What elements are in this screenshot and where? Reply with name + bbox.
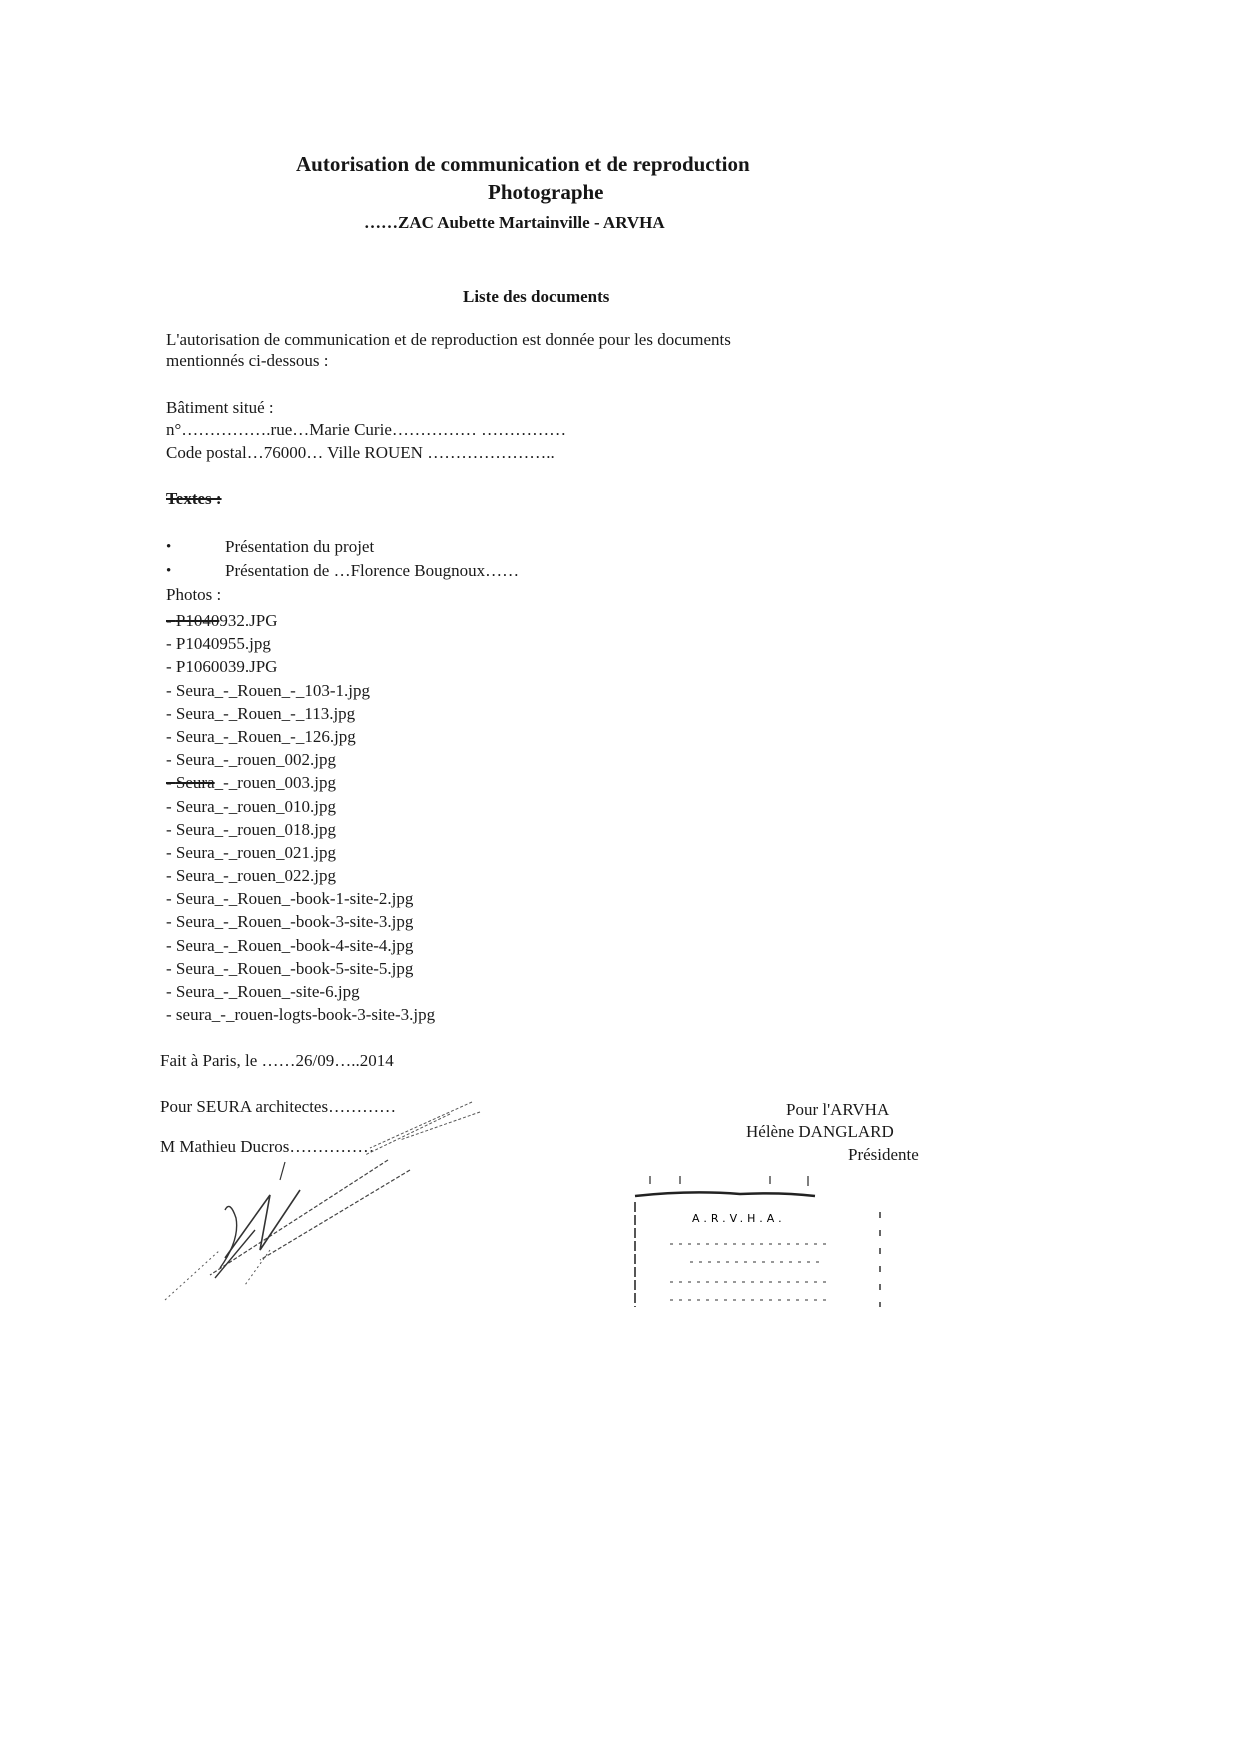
photo-list-item bbox=[166, 864, 435, 887]
photo-list-item bbox=[166, 679, 435, 702]
photo-filename: - P1040955.jpg bbox=[166, 634, 271, 654]
photo-filename: - Seura_-_Rouen_-_103-1.jpg bbox=[166, 680, 370, 700]
address-line: n°…………….rue…Marie Curie…………… …………… bbox=[166, 420, 567, 439]
intro-line-2: mentionnés ci-dessous : bbox=[166, 351, 329, 370]
photo-list-item bbox=[166, 818, 435, 841]
photo-list-item bbox=[166, 841, 435, 864]
photo-list-item bbox=[166, 748, 435, 771]
photo-list-item bbox=[166, 795, 435, 818]
photo-filename: - Seura_-_Rouen_-book-5-site-5.jpg bbox=[166, 958, 414, 978]
left-signatory-name: M Mathieu Ducros…………… bbox=[160, 1137, 375, 1156]
photo-list-item bbox=[166, 771, 435, 794]
texts-item: Présentation de …Florence Bougnoux…… bbox=[225, 561, 520, 580]
photo-filename: - P1060039.JPG bbox=[166, 657, 278, 677]
photo-filename: 932.JPG bbox=[219, 611, 278, 630]
photo-list-item bbox=[166, 702, 435, 725]
photo-filename: - Seura_-_rouen_010.jpg bbox=[166, 796, 336, 816]
signature-scribble bbox=[150, 1100, 490, 1310]
photo-filename: - Seura_-_rouen_022.jpg bbox=[166, 866, 336, 886]
photo-filename: - Seura_-_Rouen_-book-4-site-4.jpg bbox=[166, 935, 414, 955]
photo-list-item bbox=[166, 934, 435, 957]
texts-heading: Textes : bbox=[166, 489, 222, 508]
photo-prefix: - bbox=[166, 611, 176, 630]
photo-list bbox=[166, 609, 435, 1026]
organization-stamp bbox=[630, 1172, 890, 1312]
building-label: Bâtiment situé : bbox=[166, 398, 274, 417]
photo-list-item bbox=[166, 887, 435, 910]
photo-filename: - Seura_-_Rouen_-site-6.jpg bbox=[166, 982, 360, 1001]
document-title: Autorisation de communication et de reproduction bbox=[296, 152, 750, 176]
photo-list-item bbox=[166, 1003, 435, 1026]
right-signatory-org: Pour l'ARVHA bbox=[786, 1100, 890, 1119]
photo-filename: - Seura_-_Rouen_-_113.jpg bbox=[166, 703, 356, 723]
left-signatory-org: Pour SEURA architectes………… bbox=[160, 1097, 397, 1116]
section-title: Liste des documents bbox=[463, 287, 610, 306]
photo-filename: - Seura_-_rouen_002.jpg bbox=[166, 750, 336, 770]
photos-label: Photos : bbox=[166, 585, 222, 604]
photo-list-item bbox=[166, 725, 435, 748]
date-line: Fait à Paris, le ……26/09…..2014 bbox=[160, 1051, 394, 1070]
texts-item: Présentation du projet bbox=[225, 537, 375, 556]
right-signatory-name: Hélène DANGLARD bbox=[746, 1122, 894, 1141]
photo-filename: _-_rouen_003.jpg bbox=[214, 773, 336, 793]
photo-filename: - Seura_-_Rouen_-book-3-site-3.jpg bbox=[166, 912, 414, 932]
photo-list-item bbox=[166, 632, 435, 655]
photo-filename: - Seura_-_rouen_021.jpg bbox=[166, 842, 336, 862]
right-signatory-role: Présidente bbox=[848, 1145, 919, 1164]
photo-prefix: - bbox=[166, 773, 176, 793]
photo-filename: - seura_-_rouen-logts-book-3-site-3.jpg bbox=[166, 1005, 436, 1025]
project-line: ……ZAC Aubette Martainville - ARVHA bbox=[364, 213, 665, 232]
photo-list-item bbox=[166, 609, 435, 632]
photo-list-item bbox=[166, 980, 435, 1003]
stamp-org: A.R.V.H.A. bbox=[692, 1212, 786, 1225]
photo-filename: - Seura_-_Rouen_-book-1-site-2.jpg bbox=[166, 889, 414, 909]
document-subtitle: Photographe bbox=[488, 180, 604, 204]
bullet-icon: • bbox=[166, 563, 172, 579]
bullet-icon: • bbox=[166, 539, 172, 555]
photo-filename: - Seura_-_rouen_018.jpg bbox=[166, 819, 336, 839]
photo-struck-text: Seura bbox=[175, 773, 215, 793]
photo-list-item bbox=[166, 655, 435, 678]
intro-line-1: L'autorisation de communication et de reproduction est donnée pour les documents bbox=[166, 330, 731, 349]
photo-list-item bbox=[166, 957, 435, 980]
photo-list-item bbox=[166, 910, 435, 933]
photo-struck-text: P1040 bbox=[175, 611, 220, 630]
photo-filename: - Seura_-_Rouen_-_126.jpg bbox=[166, 726, 356, 746]
postal-line: Code postal…76000… Ville ROUEN ………………….. bbox=[166, 443, 555, 462]
